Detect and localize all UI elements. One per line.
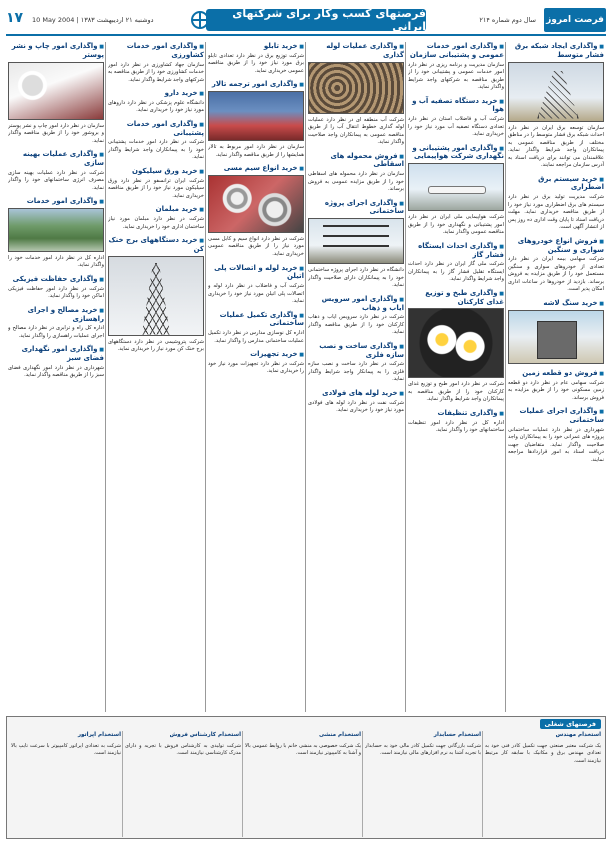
article-text: شرکت توزیع برق در نظر دارد تعدادی تابلو برق مورد نیاز خود را از طریق مناقصه عمومی خریداری نماید. [208,52,304,74]
article [208,164,304,258]
page-number: ۱۷ [6,10,24,26]
classified-heading: استخدام کارشناس فروش [169,732,241,738]
column-6 [8,42,104,712]
article-title: ■ واگذاری طبخ و توزیع غذای کارکنان [408,289,504,307]
pipes-photo [308,62,404,114]
article-text: سازمان مدیریت و برنامه ریزی در نظر دارد امور خدمات عمومی و پشتیبانی خود را از طریق مناقصه به شرکتهای واجد شرایط واگذار نماید. [408,61,504,91]
article [8,345,104,380]
classified-column [11,731,121,837]
article-text: شرکت مدیریت تولید برق در نظر دارد سیستم های برق اضطراری مورد نیاز خود را از طریق مناقصه خریداری نماید. مهلت دریافت اسناد تا پایان وقت اداری ده روز پس از انتشار آگهی است. [508,194,604,231]
article [8,42,104,145]
article-text: شرکت در نظر دارد تجهیزات مورد نیاز خود را خریداری نماید. [208,360,304,375]
article-title: ■ خرید دستگاه تصفیه آب و هوا [408,97,504,115]
article-title: ■ خرید مصالح و اجرای راهسازی [8,306,104,324]
article [308,42,404,147]
article-title: ■ خرید دستگاههای برج خنک کن [108,236,204,254]
article-text: شرکت آب و فاضلاب استان در نظر دارد تعدادی دستگاه تصفیه آب مورد نیاز خود را خریداری نماید. [408,116,504,138]
article-text: اداره کل راه و ترابری در نظر دارد مصالح و اجرای عملیات راهسازی را واگذار نماید. [8,325,104,339]
article [208,80,304,159]
column-divider [405,42,406,712]
article [8,197,104,270]
article-text: شرکت پتروشیمی در نظر دارد دستگاههای برج خنک کن مورد نیاز را خریداری نماید. [108,338,204,353]
article [308,389,404,415]
globe-icon [191,11,209,29]
article-text: شرکت آب و فاضلاب در نظر دارد لوله و اتصالات پلی اتیلن مورد نیاز خود را خریداری نماید. [208,283,304,305]
article-title: ■ فروش محموله های اسقاطی [308,152,404,170]
classified-heading: استخدام اپراتور [77,732,121,738]
article-title: ■ خرید ورق سیلیکون [108,167,204,176]
article-text: سازمان در نظر دارد امور چاپ و نشر پوستر و بروشور خود را از طریق مناقصه واگذار نماید. [8,122,104,144]
article [308,295,404,337]
article [108,89,204,115]
article-title: ■ خرید دارو [108,89,204,98]
newspaper-logo: فرصت امروز [544,8,606,32]
classified-divider [242,731,243,837]
building-photo [508,310,604,364]
airplane-photo [408,163,504,211]
classified-column [485,731,601,837]
article-title: ■ واگذاری امور پشتیبانی و نگهداری شرکت هواپیمایی [408,144,504,162]
article-text: شرکت در نظر دارد انواع سیم و کابل مسی مورد نیاز را از طریق مناقصه عمومی خریداری نماید. [208,235,304,257]
article [408,242,504,284]
article-text: شرکت ایران ترانسفو در نظر دارد ورق سیلیکون مورد نیاز خود را از طریق مناقصه خریداری نماید. [108,177,204,199]
article [108,167,204,200]
classified-column [125,731,241,837]
article-title: ■ خرید سنگ لاشه [508,299,604,308]
article-title: ■ واگذاری ساخت و نصب سازه فلزی [308,342,404,360]
classifieds-box [6,716,606,839]
classified-heading: استخدام منشی [318,732,361,738]
article [308,152,404,194]
article [408,42,504,92]
page-header [6,6,606,36]
article [108,120,204,162]
power-tower-photo [508,62,604,122]
article-title: ■ خرید مبلمان [108,205,204,214]
article-text: اداره کل در نظر دارد امور تنظیفات ساختمانهای خود را واگذار نماید. [408,419,504,434]
paper-rolls-photo [8,62,104,120]
article-title: ■ خرید تابلو [208,42,304,51]
article [508,175,604,232]
transmission-tower-photo [108,256,204,336]
article-title: ■ واگذاری ایجاد شبکه برق فشار متوسط [508,42,604,60]
article-text: شرکت در نظر دارد مبلمان مورد نیاز ساختمان اداری خود را خریداری نماید. [108,216,204,230]
column-1 [508,42,604,712]
classified-divider [122,731,123,837]
article-title: ■ واگذاری تکمیل عملیات ساختمانی [208,311,304,329]
article-text: شرکت سهامی عام در نظر دارد دو قطعه زمین مسکونی خود را از طریق مزایده به فروش برساند. [508,379,604,401]
article-text: شهرداری در نظر دارد امور نگهداری فضای سبز را از طریق مناقصه واگذار نماید. [8,364,104,379]
article-text: شرکت ملی گاز ایران در نظر دارد احداث ایستگاه تقلیل فشار گاز را به پیمانکاران واجد شرایط واگذار نماید. [408,261,504,283]
column-divider [305,42,306,712]
article [208,311,304,346]
article-title: ■ خرید لوله و اتصالات پلی اتیلن [208,264,304,282]
article [408,409,504,435]
article-text: شهرداری در نظر دارد عملیات ساختمانی پروژه های عمرانی خود را به پیمانکاران واجد صلاحیت واگذار نماید. متقاضیان جهت دریافت اسناد به امور قراردادها مراجعه نمایند. [508,426,604,463]
article-text: شرکت هواپیمایی ملی ایران در نظر دارد امور پشتیبانی و نگهداری خود را از طریق مناقصه عمومی واگذار نماید. [408,214,504,236]
article [408,144,504,237]
article-text: اداره کل در نظر دارد امور خدمات خود را واگذار نماید. [8,254,104,269]
article-title: ■ واگذاری امور نگهداری فضای سبز [8,345,104,363]
article-text: اداره کل نوسازی مدارس در نظر دارد تکمیل عملیات ساختمانی مدارس را واگذار نماید. [208,330,304,344]
article-title: ■ واگذاری حفاظت فیزیکی [8,275,104,284]
article [108,42,204,84]
article-text: شرکت در نظر دارد سرویس ایاب و ذهاب کارکنان خود را از طریق مناقصه واگذار نماید. [308,314,404,336]
article-title: ■ واگذاری تنظیفات [408,409,504,418]
article-text: دانشگاه علوم پزشکی در نظر دارد داروهای مورد نیاز خود را خریداری نماید. [108,99,204,114]
copper-wire-photo [208,175,304,233]
article-text: سازمان در نظر دارد امور مربوط به تالار همایشها را از طریق مناقصه واگذار نماید. [208,144,304,158]
aerial-landscape-photo [8,208,104,252]
article [408,289,504,404]
classified-divider [362,731,363,837]
article-title: ■ خرید تجهیزات [208,350,304,359]
column-5 [108,42,204,712]
column-divider [505,42,506,712]
article-text: شرکت سهامی بیمه ایران در نظر دارد تعدادی از خودروهای سواری و سنگین مستعمل خود را از طریق مزایده به فروش برساند. بازدید از خودروها در ساعات اداری امکان پذیر است. [508,256,604,293]
article [208,350,304,376]
classified-text: شرکت به تعدادی اپراتور کامپیوتر با سرعت تایپ بالا نیازمند است. [11,742,121,756]
article-text: شرکت در نظر دارد امور خدمات پشتیبانی خود را به پیمانکاران واجد شرایط واگذار نماید. [108,139,204,161]
article-title: ■ واگذاری امور خدمات عمومی و پشتیبانی سازمان [408,42,504,60]
article-title: ■ واگذاری امور خدمات [8,197,104,206]
article-title: ■ واگذاری اجرای عملیات ساختمانی [508,407,604,425]
column-2 [408,42,504,712]
conference-hall-photo [208,91,304,141]
article [8,275,104,301]
article [508,407,604,464]
section-title: فرصتهای کسب وکار برای شرکتهای ایرانی [206,9,426,31]
column-divider [105,42,106,712]
gregorian-date: 10 May 2004 | ۱۳۸۳ دوشنبه ۲۱ اردیبهشت [32,16,154,24]
article-text: سازمان جهاد کشاورزی در نظر دارد امور خدمات کشاورزی خود را از طریق مناقصه به شرکتهای واجد شرایط واگذار نماید. [108,61,204,83]
article [208,42,304,75]
article-title: ■ خرید سیستم برق اضطراری [508,175,604,193]
article-title: ■ فروش انواع خودروهای سواری و سنگین [508,237,604,255]
article [308,199,404,290]
article [508,237,604,294]
article-title: ■ واگذاری عملیات لوله گذاری [308,42,404,60]
article-text: سازمان توسعه برق ایران در نظر دارد احداث شبکه برق فشار متوسط را در مناطق مختلف از طریق مناقصه عمومی به پیمانکاران واجد شرایط واگذار نماید. علاقمندان می توانند برای دریافت اسناد به آدرس سازمان مراجعه نمایند. [508,124,604,169]
article-text: شرکت در نظر دارد ساخت و نصب سازه فلزی را به پیمانکار واجد شرایط واگذار نماید. [308,361,404,383]
article-title: ■ فروش دو قطعه زمین [508,369,604,378]
article-title: ■ واگذاری امور ترجمه تالار [208,80,304,89]
article-title: ■ واگذاری امور خدمات کشاورزی [108,42,204,60]
article-text: شرکت در نظر دارد امور طبخ و توزیع غذای کارکنان خود را از طریق مناقصه به پیمانکاران واجد شرایط واگذار نماید. [408,381,504,403]
article-text: شرکت در نظر دارد امور حفاظت فیزیکی اماکن خود را واگذار نماید. [8,285,104,300]
article-text: سازمان در نظر دارد محموله های اسقاطی خود را از طریق مزایده عمومی به فروش برساند. [308,171,404,193]
column-3 [308,42,404,712]
article-text: شرکت نفت در نظر دارد لوله های فولادی مورد نیاز خود را خریداری نماید. [308,399,404,414]
classified-text: یک شرکت خصوصی به منشی خانم با روابط عمومی بالا و آشنا به کامپیوتر نیازمند است. [245,742,361,756]
article-title: ■ واگذاری احداث ایستگاه فشار گاز [408,242,504,260]
article-title: ■ واگذاری امور سرویس ایاب و ذهاب [308,295,404,313]
column-divider [205,42,206,712]
article [8,306,104,341]
article [508,299,604,364]
article-title: ■ واگذاری اجرای پروژه ساختمانی [308,199,404,217]
article-text: دانشگاه در نظر دارد اجرای پروژه ساختمانی خود را به پیمانکاران دارای صلاحیت واگذار نماید. [308,267,404,289]
classified-heading: استخدام مهندس [555,732,601,738]
article [408,97,504,139]
article-title: ■ واگذاری عملیات بهینه سازی [8,150,104,168]
classified-text: یک شرکت معتبر صنعتی جهت تکمیل کادر فنی خود به تعدادی مهندس برق و مکانیک با سابقه کار مرتبط نیازمند است. [485,742,601,764]
article [508,42,604,170]
article [508,369,604,402]
classified-text: شرکت بازرگانی جهت تکمیل کادر مالی خود به حسابدار با تجربه آشنا به نرم افزارهای مالی نیازمند است. [365,742,481,756]
article [108,236,204,354]
article-title: ■ واگذاری امور خدمات پشتیبانی [108,120,204,138]
column-4 [208,42,304,712]
newspaper-page [6,6,606,839]
food-pan-photo [408,308,504,378]
article-title: ■ خرید لوله های فولادی [308,389,404,398]
article-title: ■ واگذاری امور چاپ و نشر پوستر [8,42,104,60]
classifieds-title: فرصتهای شغلی [540,719,601,729]
article-text: شرکت آب منطقه ای در نظر دارد عملیات لوله گذاری خطوط انتقال آب را از طریق مناقصه عمومی به پیمانکاران واجد صلاحیت واگذار نماید. [308,116,404,146]
classified-column [245,731,361,837]
persian-date: سال دوم شماره ۲۱۴ [479,16,536,24]
article-text: شرکت در نظر دارد عملیات بهینه سازی مصرف انرژی ساختمانهای خود را واگذار نماید. [8,169,104,191]
classified-heading: استخدام حسابدار [433,732,481,738]
article-title: ■ خرید انواع سیم مسی [208,164,304,173]
article [208,264,304,306]
article [8,150,104,192]
classified-text: شرکت تولیدی به کارشناس فروش با تجربه و دارای مدرک کارشناسی نیازمند است. [125,742,241,756]
article [108,205,204,231]
article [308,342,404,384]
classified-column [365,731,481,837]
construction-photo [308,218,404,264]
classified-divider [482,731,483,837]
